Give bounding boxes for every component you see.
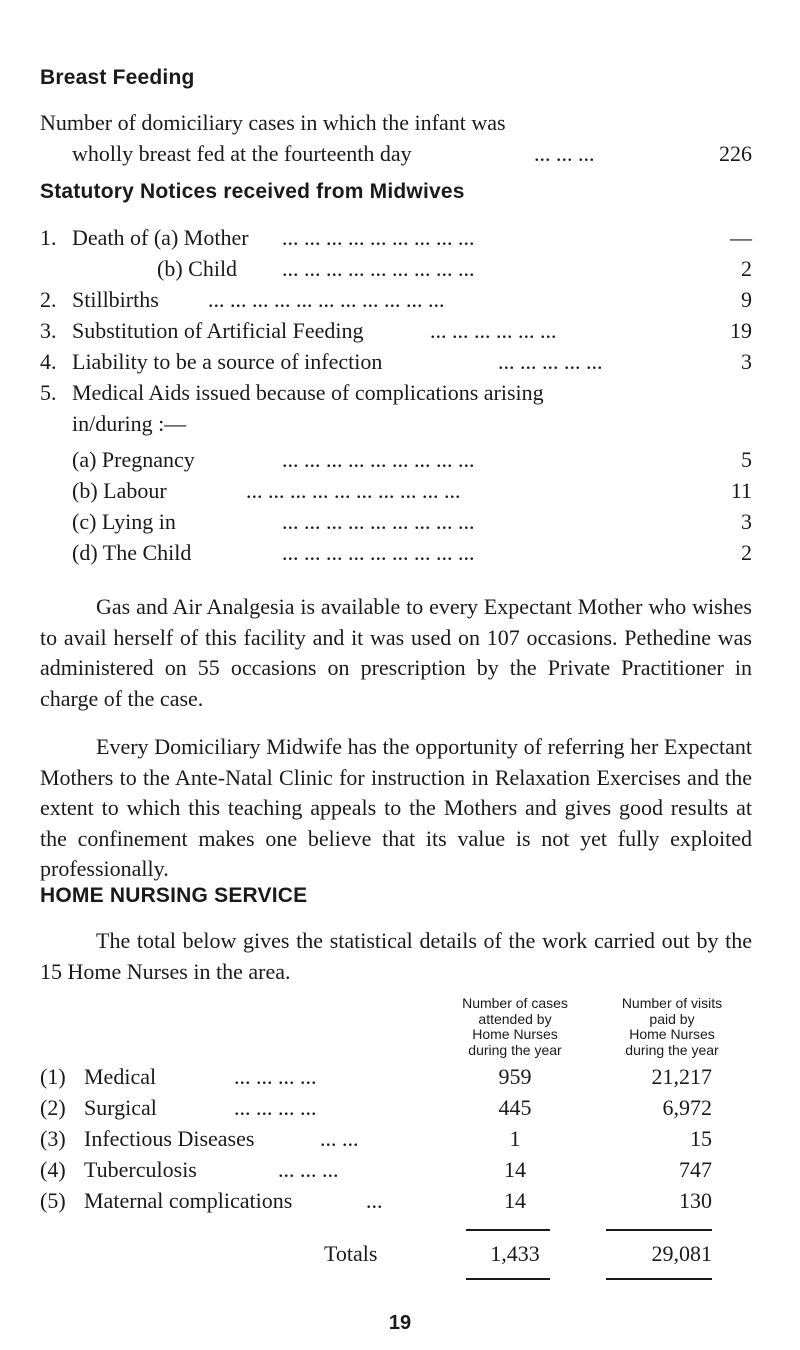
row-label: Medical: [84, 1064, 157, 1089]
notice-number: 3.: [40, 318, 57, 343]
notice-value: 3: [741, 509, 752, 534]
column-header-line: paid by: [649, 1010, 695, 1027]
column-header-line: Number of visits: [621, 995, 723, 1011]
home-nursing-intro: [40, 926, 752, 987]
totals-rule-top: [466, 1229, 550, 1231]
notice-row: [0, 287, 800, 315]
leader-dots: ... ... ... ... ... ...: [430, 318, 557, 343]
visits-value: 15: [690, 1126, 712, 1151]
leader-dots: ... ... ...: [534, 141, 595, 166]
notice-value: 11: [730, 478, 752, 503]
notice-row: [0, 318, 800, 346]
notice-value: 2: [741, 256, 752, 281]
notice-label: (b) Child: [157, 256, 238, 281]
table-row: [0, 1188, 800, 1216]
statutory-notices-heading: Statutory Notices received from Midwives: [40, 180, 465, 203]
notice-row: [0, 447, 800, 475]
leader-dots: ... ... ... ... ... ... ... ... ...: [282, 256, 475, 281]
notice-label: Death of (a) Mother: [72, 225, 249, 250]
notice-label: in/during :—: [72, 411, 187, 436]
table-row: [0, 1095, 800, 1123]
cases-value: 14: [504, 1157, 526, 1182]
visits-value: 6,972: [662, 1095, 712, 1120]
row-label: Infectious Diseases: [84, 1126, 255, 1151]
table-row: [0, 1126, 800, 1154]
notice-row: [0, 225, 800, 253]
paragraph-text: Every Domiciliary Midwife has the opportunity of referring her Expectant Mothers to the Ante-Natal Clinic for instruction in Relaxation Exercises and the extent to which this teaching appeals to the Mothers and gives good results at the confinement makes one believe that its value is not yet fully exploited professionally.: [40, 734, 752, 881]
visits-column-header: [586, 996, 758, 1058]
breast-feeding-line-1: Number of domiciliary cases in which the infant was: [40, 110, 506, 135]
notice-value: 3: [741, 349, 752, 374]
totals-rule-bottom: [606, 1278, 712, 1280]
cases-value: 959: [498, 1064, 532, 1089]
row-label: Surgical: [84, 1095, 157, 1120]
row-number: (2): [40, 1095, 66, 1120]
notice-label: (a) Pregnancy: [72, 447, 195, 472]
notice-row: [0, 540, 800, 568]
totals-label: Totals: [324, 1241, 378, 1266]
table-row: [0, 1064, 800, 1092]
row-number: (4): [40, 1157, 66, 1182]
notice-number: 5.: [40, 380, 57, 405]
notice-value: 19: [730, 318, 752, 343]
analgesia-paragraph: [40, 592, 752, 714]
notice-label: (b) Labour: [72, 478, 167, 503]
column-header-line: Home Nurses: [472, 1026, 558, 1042]
home-nursing-heading: HOME NURSING SERVICE: [40, 884, 308, 907]
totals-rule-top: [606, 1229, 712, 1231]
notice-value: 9: [741, 287, 752, 312]
visits-value: 130: [679, 1188, 712, 1213]
paragraph-text: The total below gives the statistical details of the work carried out by the 15 Home Nurses in the area.: [40, 928, 752, 984]
column-header-line: Home Nurses: [629, 1026, 715, 1042]
breast-feeding-value: 226: [719, 141, 752, 166]
page-number: 19: [388, 1312, 412, 1334]
column-header-line: attended by: [478, 1010, 552, 1027]
column-header-line: Number of cases: [462, 995, 568, 1011]
leader-dots: ... ... ... ... ... ... ... ... ... ... ...: [208, 287, 445, 312]
breast-feeding-row: [0, 141, 800, 169]
notice-number: 4.: [40, 349, 57, 374]
leader-dots: ... ... ... ... ... ... ... ... ...: [282, 509, 475, 534]
notice-row: [0, 509, 800, 537]
leader-dots: ... ... ... ... ... ... ... ... ... ...: [246, 478, 461, 503]
notice-row: [0, 478, 800, 506]
leader-dots: ...: [366, 1188, 383, 1213]
row-number: (3): [40, 1126, 66, 1151]
visits-value: 21,217: [651, 1064, 712, 1089]
notice-label: Substitution of Artificial Feeding: [72, 318, 364, 343]
cases-value: 445: [498, 1095, 532, 1120]
row-label: Tuberculosis: [84, 1157, 197, 1182]
notice-row: [0, 411, 800, 439]
cases-column-header: [432, 996, 598, 1058]
row-number: (5): [40, 1188, 66, 1213]
notice-label: (d) The Child: [72, 540, 192, 565]
notice-value: 2: [741, 540, 752, 565]
paragraph-text: Gas and Air Analgesia is available to every Expectant Mother who wishes to avail herself of this facility and it was used on 107 occasions. Pethedine was administered on 55 occasions on prescription by the Private Practitioner in charge of the case.: [40, 594, 752, 711]
column-header-line: during the year: [625, 1041, 719, 1058]
notice-value: 5: [741, 447, 752, 472]
totals-row: [0, 1241, 800, 1269]
notice-label: Liability to be a source of infection: [72, 349, 383, 374]
breast-feeding-heading: Breast Feeding: [40, 66, 195, 89]
leader-dots: ... ... ... ... ...: [498, 349, 603, 374]
row-number: (1): [40, 1064, 66, 1089]
notice-label: Medical Aids issued because of complications arising: [72, 380, 544, 405]
cases-value: 14: [504, 1188, 526, 1213]
notice-value: —: [730, 225, 752, 250]
leader-dots: ... ... ... ...: [234, 1095, 317, 1120]
visits-value: 747: [679, 1157, 712, 1182]
totals-cases: 1,433: [490, 1241, 540, 1266]
cases-value: 1: [509, 1126, 521, 1151]
leader-dots: ... ... ... ... ... ... ... ... ...: [282, 540, 475, 565]
totals-visits: 29,081: [651, 1241, 712, 1266]
leader-dots: ... ... ... ...: [234, 1064, 317, 1089]
table-row: [0, 1157, 800, 1185]
notice-label: (c) Lying in: [72, 509, 176, 534]
notice-row: [0, 349, 800, 377]
relaxation-paragraph: [40, 732, 752, 885]
notice-number: 2.: [40, 287, 57, 312]
breast-feeding-line-2: wholly breast fed at the fourteenth day: [72, 141, 412, 166]
leader-dots: ... ...: [320, 1126, 359, 1151]
totals-rule-bottom: [466, 1278, 550, 1280]
notice-number: 1.: [40, 225, 57, 250]
notice-row: [0, 256, 800, 284]
leader-dots: ... ... ... ... ... ... ... ... ...: [282, 225, 475, 250]
notice-label: Stillbirths: [72, 287, 159, 312]
row-label: Maternal complications: [84, 1188, 293, 1213]
notice-row: [0, 380, 800, 408]
column-header-line: during the year: [468, 1041, 562, 1058]
leader-dots: ... ... ...: [278, 1157, 339, 1182]
leader-dots: ... ... ... ... ... ... ... ... ...: [282, 447, 475, 472]
